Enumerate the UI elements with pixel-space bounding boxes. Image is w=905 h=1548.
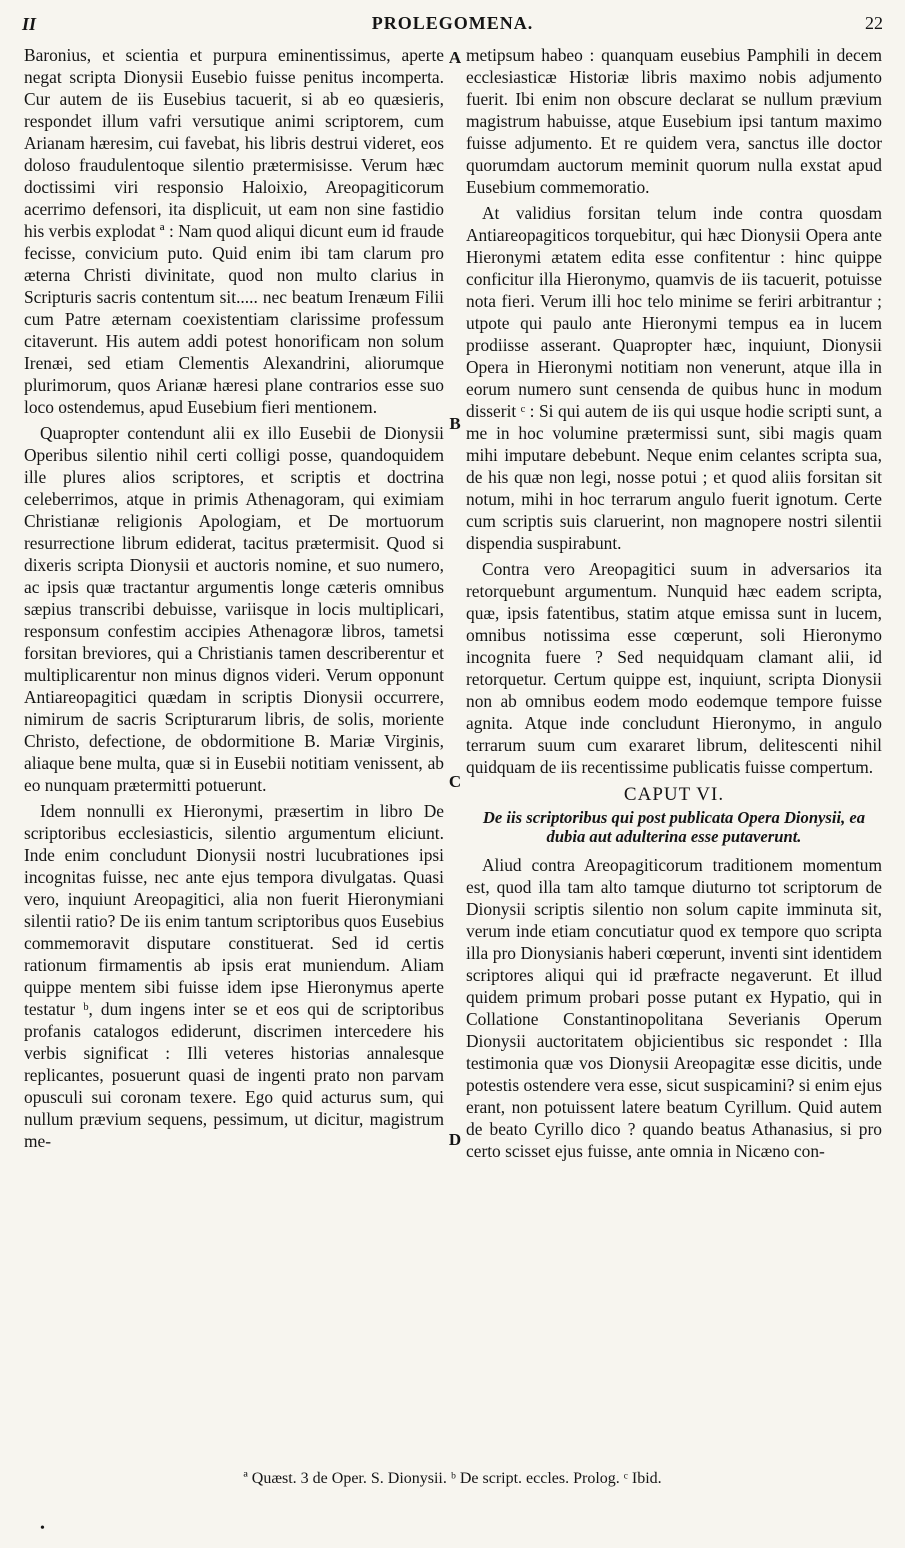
left-column bbox=[24, 44, 444, 1152]
right-column bbox=[466, 44, 882, 1162]
margin-letter-c: C bbox=[448, 772, 462, 791]
right-paragraph-3: Contra vero Areopagitici suum in adversarios ita retorquebunt argumentum. Nunquid hæc eadem scripta, quæ, ipsis fatentibus, statim atque emissa sunt in lucem, omnibus notissima esse cœperunt, soli Hieronymo incognita fuere ? Sed nequidquam clamant alii, id retorquetur. Certum quippe est, inquiunt, scripta Dionysii non ab omnibus eodem modo eodemque tempore fuisse agnita. Atque inde concludunt Hieronymo, in angulo terrarum suum cum exararet librum, delitescenti nihil quidquam de iis recentissime publicatis fuisse compertum. bbox=[466, 559, 882, 777]
stray-mark: • bbox=[40, 1521, 45, 1536]
left-paragraph-3: Idem nonnulli ex Hieronymi, præsertim in libro De scriptoribus ecclesiasticis, silentio argumentum eliciunt. Inde enim concludunt Dionysii nostri lucubrationes ipsi incognitas fuisse, nec ante ejus tempora divulgatas. Quasi vero, inquiunt Areopagitici, alia non fuerit Hieronymiani silentii ratio? De iis enim tantum scriptoribus quos Eusebius commemoravit disputare constituerat. Sed id certis rationum firmamentis ab ipsis erat muniendum. Aliam quippe mentem sibi fuisse idem ipse Hieronymus aperte testatur ᵇ, dum ingens inter se et eos qui de scriptoribus profanis catalogos ediderunt, discrimen intercedere his verbis significat : Illi veteres historias annalesque replicantes, posuerunt quasi de ingenti prato non parvam opusculi sui coronam texere. Ego quid acturus sum, qui nullum prævium sequens, pessimum, ut dicitur, magistrum me- bbox=[24, 801, 444, 1151]
header-left: II bbox=[22, 14, 37, 34]
chapter-subtitle: De iis scriptoribus qui post publicata Opera Dionysii, ea dubia aut adulterina esse putaverunt. bbox=[482, 808, 866, 846]
running-header bbox=[0, 10, 905, 40]
header-title: PROLEGOMENA. bbox=[371, 13, 534, 33]
right-paragraph-1: metipsum habeo : quanquam eusebius Pamphili in decem ecclesiasticæ Historiæ libris maximo nobis adjumento fuerit. Ibi enim non obscure declarat se nullum prævium magistrum habuisse, atque Eusebium ipsi tantum maximo fuisse adjumento. Et re quidem vera, sanctus ille doctor quorumdam auctorum meminit quorum nulla exstat apud Eusebium commemoratio. bbox=[466, 45, 882, 197]
margin-letter-a: A bbox=[448, 48, 462, 67]
right-paragraph-4: Aliud contra Areopagiticorum traditionem momentum est, quod illa tam alto tamque diuturno tot scriptorum de Dionysii scriptis silentio non solum capite imminuta sit, verum inde etiam concutiatur quod ex tempore quo scripta illa pro Dionysianis haberi cœperunt, inventi sint identidem scriptores aliqui qui id præfracte negaverunt. Et illud quidem primum probari posse putant ex Hypatio, qui in Collatione Constantinopolitana Severianis Operum Dionysii auctoritatem objicientibus sic respondet : Illa testimonia quæ vos Dionysii Areopagitæ esse dicitis, unde potestis ostendere vera esse, sicut suspicamini? si enim ejus erant, non potuissent latere beatum Cyrillum. Quid autem de beato Cyrillo dico ? quando beatus Athanasius, si pro certo scisset ejus fuisse, ante omnia in Nicæno con- bbox=[466, 855, 882, 1161]
left-paragraph-2: Quapropter contendunt alii ex illo Eusebii de Dionysii Operibus silentio nihil certi colligi posse, quandoquidem ille plures alios scriptores, et scriptis et doctrina celeberrimos, atque in primis Athenagoram, qui eximiam Christianæ religionis Apologiam, et De mortuorum resurrectione librum ediderat, tacitus prætermisit. Quod si dixeris scripta Dionysii et auctoris nomine, et suo numero, ac ipsis quæ tractantur argumentis longe cæteris omnibus sæpius transcribi debuisse, variisque in locis multiplicari, responsum confestim accipies Athenagoræ libros, tametsi forsitan breviores, qui a Christianis tamen describerentur et multiplicarentur non minus dignos videri. Verum opponunt Antiareopagitici quædam in scriptis Dionysii occurrere, nimirum de sacris Scripturarum libris, de solis, moriente Christo, defectione, de obdormitione B. Mariæ Virginis, aliaque bene multa, quæ si in Eusebii notitiam venissent, ab eo nunquam prætermitti potuerunt. bbox=[24, 423, 444, 795]
page-number: 22 bbox=[865, 13, 883, 33]
chapter-title: CAPUT VI. bbox=[623, 784, 725, 805]
footnotes: ª Quæst. 3 de Oper. S. Dionysii. ᵇ De script. eccles. Prolog. ᶜ Ibid. bbox=[243, 1470, 662, 1487]
right-paragraph-2: At validius forsitan telum inde contra quosdam Antiareopagiticos torquebitur, qui hæc Dionysii Opera ante Hieronymi ætatem edita esse confitentur : hinc quippe conficitur illa Hieronymo, quamvis de iis tacuerit, potuisse nota fieri. Verum illi hoc telo minime se feriri arbitrantur ; utpote qui paulo ante Hieronymi tempus ea in lucem prodiisse asserant. Quapropter hæc, inquiunt, Dionysii Opera in Hieronymi notitiam non venerunt, atque illa in eorum numero sunt censenda de quibus hunc in modum disserit ᶜ : Si qui autem de iis qui usque hodie scripti sunt, a me in hoc volumine prætermissi sunt, sibi magis quam mihi imputare debebunt. Neque enim celantes scripta sua, de his quæ non legi, nosse potui ; et quod aliis forsitan sit notum, mihi in hoc terrarum angulo fuerit ignotum. Certe cum scriptis suis claruerint, non magnopere nostri silentii dispendia suspirabunt. bbox=[466, 203, 882, 553]
margin-letter-b: B bbox=[449, 414, 461, 433]
left-paragraph-1: Baronius, et scientia et purpura eminentissimus, aperte negat scripta Dionysii Eusebio fuisse penitus incomperta. Cur autem de iis Eusebius tacuerit, si ab eo quæsieris, respondet illum vafri versutique animi scriptorem, cum Arianam hæresim, cui favebat, his libris destrui videret, eos doloso fraudulentoque silentio prætermisisse. Verum hæc doctissimi viri responsio Haloixio, Areopagiticorum acerrimo defensori, ita displicuit, ut eam non sine fastidio his verbis explodat ª : Nam quod aliqui dicunt eum id fraude fecisse, convicium puto. Quid enim ibi tam clarum pro æterna Christi divinitate, quod non multo clarius in Scripturis sacris contentum sit..... nec beatum Irenæum Filii cum Patre æternam coexistentiam clarissime professum citaverunt. His autem addi potest honorificam non solum Irenæi, sed etiam Clementis Alexandrini, aliorumque plurimorum, quos Arianæ hæresi plane contrarios esse suo loco ostendemus, apud Eusebium fieri mentionem. bbox=[24, 45, 444, 417]
margin-letter-d: D bbox=[448, 1130, 462, 1149]
